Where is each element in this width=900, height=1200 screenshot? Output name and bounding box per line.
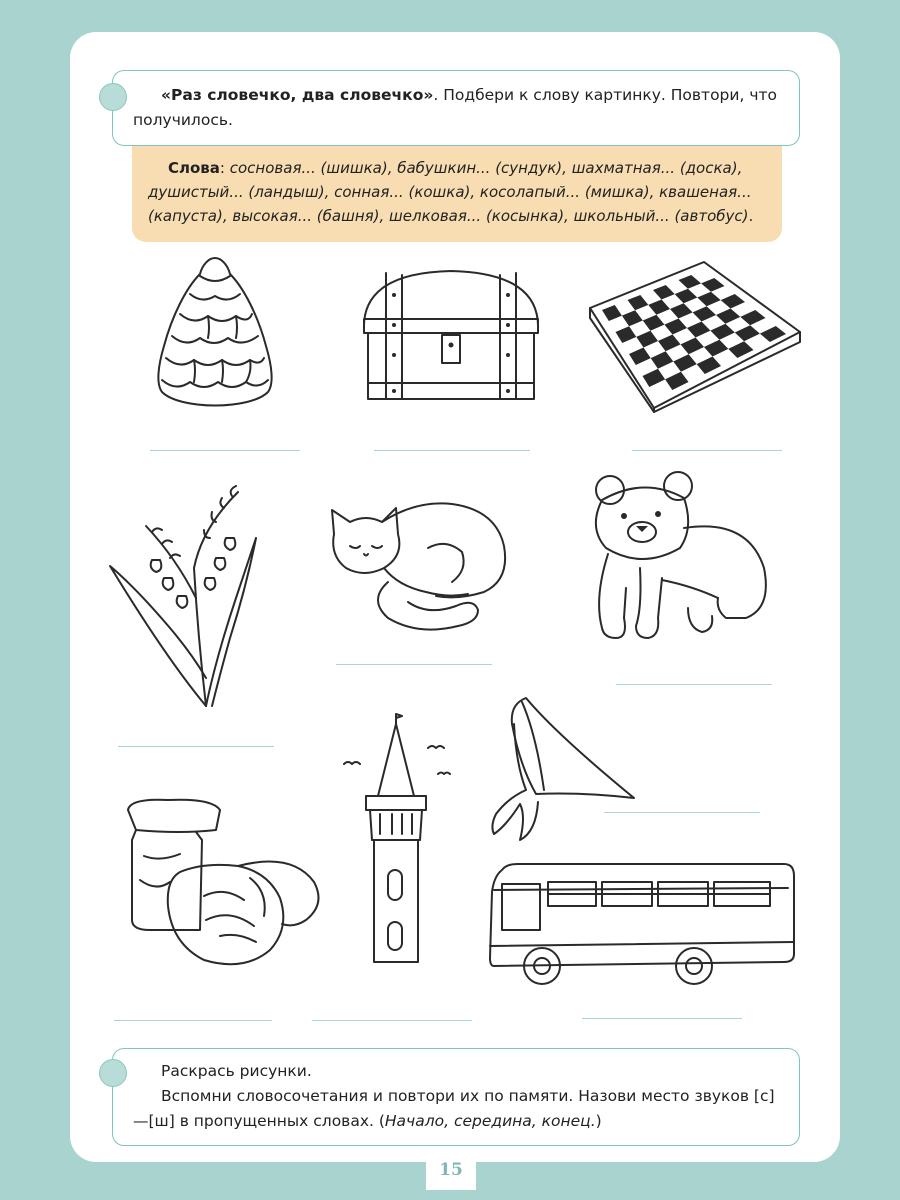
chess-square (629, 348, 651, 366)
chess-square (628, 295, 649, 310)
answer-line[interactable] (336, 664, 492, 665)
chess-square (697, 357, 721, 375)
chess-square (648, 300, 670, 315)
bullet-icon (99, 1059, 127, 1087)
chess-square (602, 305, 622, 321)
chess-square (665, 372, 688, 390)
task-title: «Раз словечко, два словечко» (161, 86, 434, 104)
answer-line[interactable] (374, 450, 530, 451)
answer-line[interactable] (632, 450, 782, 451)
jar-and-cabbage-picture (120, 796, 324, 970)
chess-square (636, 331, 658, 348)
chess-square (716, 309, 740, 324)
chess-square (721, 294, 745, 309)
kerchief-picture (486, 694, 638, 844)
chess-square (664, 319, 687, 335)
chess-square (701, 278, 724, 292)
words-list: сосновая... (шишка), бабушкин... (сундук), шахматная... (доска), душистый... (ландыш), сонная... (кошка), косолапый... (мишка), квашеная... (капуста), высокая... (башня), шелковая... (косынка), школьный... (автобус) (148, 159, 752, 225)
answer-line[interactable] (118, 746, 274, 747)
chess-square (697, 292, 720, 307)
chess-square (653, 285, 675, 300)
chess-square (675, 289, 698, 304)
answer-line[interactable] (312, 1020, 472, 1021)
answer-line[interactable] (114, 1020, 272, 1021)
task-bottom-line1: Раскрась рисунки. (161, 1062, 312, 1080)
chess-square (616, 326, 637, 343)
chess-square (670, 303, 693, 318)
sleeping-cat-picture (328, 494, 514, 636)
chess-square (693, 306, 716, 321)
tower-picture (342, 710, 454, 970)
chess-square (760, 326, 786, 342)
bullet-icon (99, 83, 127, 111)
task-instruction-box-bottom (112, 1048, 800, 1146)
answer-line[interactable] (616, 684, 772, 685)
bus-picture (488, 862, 800, 986)
chess-square (710, 324, 734, 340)
chess-square (651, 351, 674, 369)
chess-square (643, 369, 666, 387)
task-instruction-text (133, 83, 783, 133)
pine-cone-picture (150, 254, 280, 412)
task-bottom-line2: Вспомни словосочетания и повтори их по памяти. Назови место звуков [с]—[ш] в пропущенных словах. (Начало, середина, конец.) (133, 1087, 775, 1130)
words-label: Слова (168, 159, 220, 177)
answer-line[interactable] (150, 450, 300, 451)
chess-square (735, 325, 760, 341)
task-bottom-text (133, 1059, 783, 1134)
chest-picture (358, 265, 544, 405)
chess-square (622, 310, 643, 326)
chess-square (740, 310, 765, 325)
chess-square (673, 354, 696, 372)
chess-board-picture (586, 260, 804, 412)
chess-square (679, 275, 702, 289)
chess-square (728, 341, 753, 358)
chess-square (681, 338, 704, 355)
task-instruction-box (112, 70, 800, 146)
answer-line[interactable] (604, 812, 760, 813)
chess-square (643, 315, 665, 331)
words-box (132, 146, 782, 242)
task-body: . Подбери к слову картинку. Повтори, что получилось. (133, 86, 777, 129)
answer-line[interactable] (582, 1018, 742, 1019)
chess-square (658, 335, 681, 352)
page-number: 15 (426, 1150, 476, 1190)
lily-of-the-valley-picture (106, 478, 266, 710)
chess-square (704, 340, 728, 357)
words-text: Слова: сосновая... (шишка), бабушкин... (сундук), шахматная... (доска), душистый... (ландыш), сонная... (кошка), косолапый... (мишка), квашеная... (капуста), высокая... (башня), шелковая... (косынка), школьный... (автобус). (148, 159, 754, 225)
bear-picture (588, 468, 772, 654)
chess-square (687, 322, 710, 338)
